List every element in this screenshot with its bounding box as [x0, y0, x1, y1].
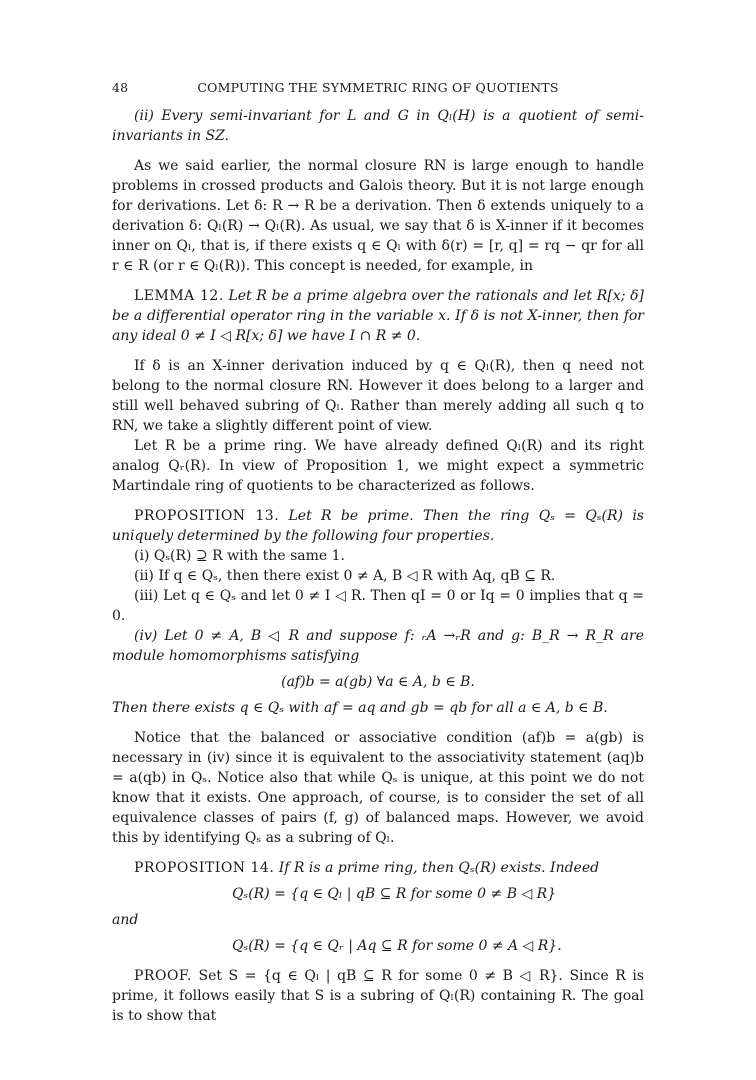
running-title: COMPUTING THE SYMMETRIC RING OF QUOTIENTS — [197, 80, 559, 95]
page — [112, 78, 644, 1026]
property-iii: (iii) Let q ∈ Qₛ and let 0 ≠ I ◁ R. Then qI = 0 or Iq = 0 implies that q = 0. — [112, 588, 644, 624]
running-header — [112, 78, 644, 100]
paragraph-balanced: Notice that the balanced or associative condition (af)b = a(gb) is necessary in (iv) since it is equivalent to the associativity statement (aq)b = a(qb) in Qₛ. Notice also that while Qₛ is unique, at this point we do not know that it exists. One approach, of course, is to consider the set of all equivalence classes of pairs (f, g) of balanced maps. However, we avoid this by identifying Qₛ as a subring of Qₗ. — [112, 730, 644, 846]
proof-label: PROOF. — [134, 968, 192, 984]
proof — [112, 966, 644, 1026]
proof-body: Set S = {q ∈ Qₗ | qB ⊆ R for some 0 ≠ B ◁ R}. Since R is prime, it follows easily that S is a subring of Qₗ(R) containing R. The goal is to show that — [112, 968, 644, 1024]
and-label: and — [112, 912, 139, 928]
property-ii: (ii) If q ∈ Qₛ, then there exist 0 ≠ A, B ◁ R with Aq, qB ⊆ R. — [134, 568, 556, 584]
display-equation-2: Qₛ(R) = {q ∈ Qᵣ | Aq ⊆ R for some 0 ≠ A ◁ R}. — [232, 938, 562, 954]
paragraph-derivations: As we said earlier, the normal closure RN is large enough to handle problems in crossed products and Galois theory. But it is not large enough for derivations. Let δ: R → R be a derivation. Then δ extends uniquely to a derivation δ: Qₗ(R) → Qₗ(R). As usual, we say that δ is X-inner if it becomes inner on Qₗ, that is, if there exists q ∈ Qₗ with δ(r) = [r, q] = rq − qr for all r ∈ R (or r ∈ Qₗ(R)). This concept is needed, for example, in — [112, 158, 644, 274]
proposition-label: PROPOSITION 13. — [134, 508, 280, 524]
paragraph-item-ii: (ii) Every semi-invariant for L and G in Qₗ(H) is a quotient of semi-invariants in SZ. — [112, 108, 644, 144]
proposition-label: PROPOSITION 14. — [134, 860, 275, 876]
proposition-body: Let R be prime. Then the ring Qₛ = Qₛ(R) is uniquely determined by the following four properties. — [112, 508, 644, 544]
lemma-12 — [112, 286, 644, 346]
page-number: 48 — [112, 80, 129, 95]
proposition-body: If R is a prime ring, then Qₛ(R) exists. Indeed — [278, 860, 600, 876]
proposition-13 — [112, 506, 644, 546]
lemma-body: Let R be a prime algebra over the rationals and let R[x; δ] be a differential operator ring in the variable x. If δ is not X-inner, then for any ideal 0 ≠ I ◁ R[x; δ] we have I ∩ R ≠ 0. — [112, 288, 644, 344]
proposition-14 — [112, 858, 644, 878]
paragraph-prime-ring: Let R be a prime ring. We have already defined Qₗ(R) and its right analog Qᵣ(R). In view of Proposition 1, we might expect a symmetric Martindale ring of quotients to be characterized as follows. — [112, 438, 644, 494]
balanced-condition: (af)b = a(gb) ∀a ∈ A, b ∈ B. — [281, 674, 475, 690]
property-i: (i) Qₛ(R) ⊇ R with the same 1. — [134, 548, 345, 564]
proposition-conclusion: Then there exists q ∈ Qₛ with af = aq and gb = qb for all a ∈ A, b ∈ B. — [112, 700, 608, 716]
paragraph-x-inner: If δ is an X-inner derivation induced by q ∈ Qₗ(R), then q need not belong to the normal closure RN. However it does belong to a larger and still well behaved subring of Qₗ. Rather than merely adding all such q to RN, we take a slightly different point of view. — [112, 358, 644, 434]
property-iv: (iv) Let 0 ≠ A, B ◁ R and suppose f: ᵣA →ᵣR and g: B_R → R_R are module homomorphisms satisfying — [112, 628, 644, 664]
lemma-label: LEMMA 12. — [134, 288, 224, 304]
display-equation-1: Qₛ(R) = {q ∈ Qₗ | qB ⊆ R for some 0 ≠ B ◁ R} — [232, 886, 557, 902]
